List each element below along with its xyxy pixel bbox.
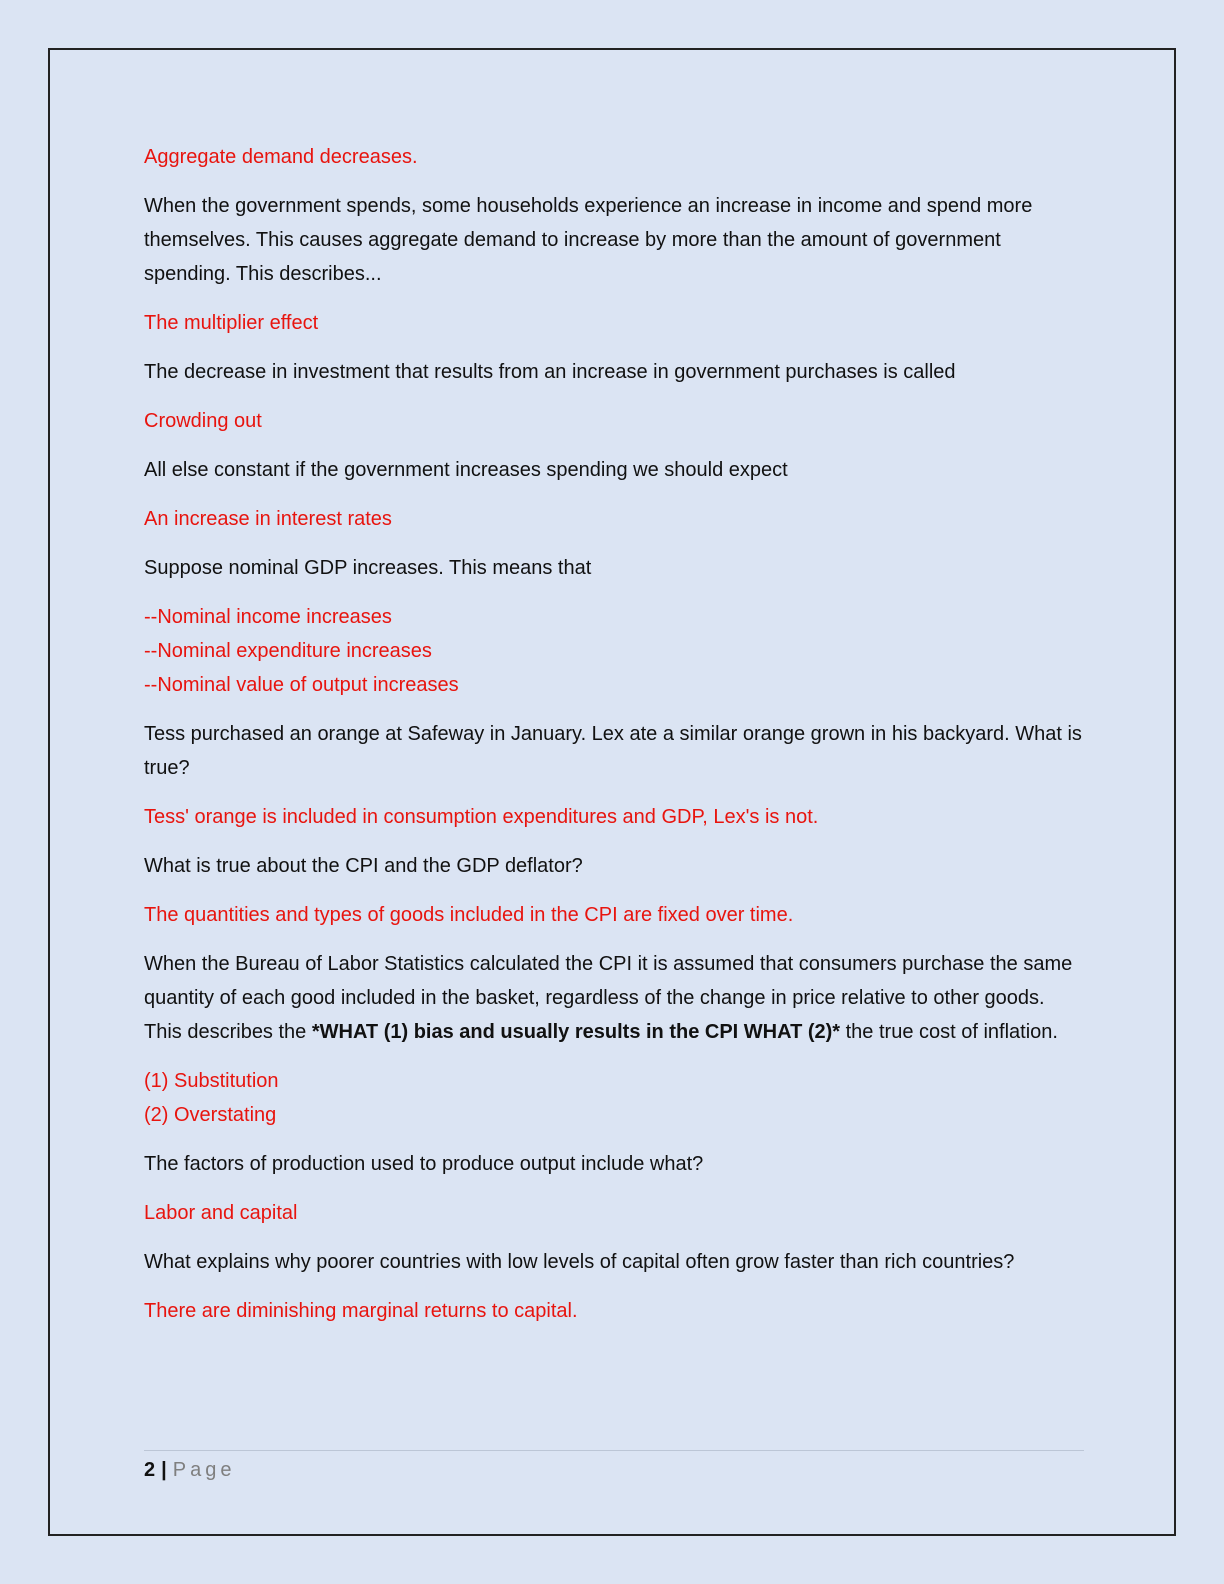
question-text: What is true about the CPI and the GDP deflator? bbox=[144, 855, 583, 877]
question-text: What explains why poorer countries with low levels of capital often grow faster than rich countries? bbox=[144, 1251, 1015, 1273]
page-label: Page bbox=[172, 1459, 236, 1481]
answer-text: The multiplier effect bbox=[144, 312, 319, 334]
question-text-with-bold bbox=[144, 947, 1084, 1049]
answer-text: Tess' orange is included in consumption expenditures and GDP, Lex's is not. bbox=[144, 806, 819, 828]
answer-list-item: (1) Substitution bbox=[144, 1070, 279, 1092]
answer-list-item: (2) Overstating bbox=[144, 1104, 277, 1126]
page-footer bbox=[144, 1455, 235, 1485]
question-text-part: When the Bureau of Labor Statistics calculated the CPI it is assumed that consumers purchase the same quantity of each good included in the basket, regardless of the change in price relative to other goods. This describes the bbox=[144, 953, 1073, 1043]
footer-separator: | bbox=[161, 1459, 167, 1481]
question-bold-part: *WHAT (1) bias and usually results in the CPI WHAT (2)* bbox=[311, 1021, 841, 1043]
answer-list bbox=[144, 1064, 1084, 1132]
question-text: The decrease in investment that results from an increase in government purchases is called bbox=[144, 361, 956, 383]
question-text: When the government spends, some households experience an increase in income and spend more themselves. This causes aggregate demand to increase by more than the amount of government spending. This describes... bbox=[144, 195, 1033, 285]
question-text-part: the true cost of inflation. bbox=[840, 1021, 1058, 1043]
answer-list-item: --Nominal expenditure increases bbox=[144, 640, 432, 662]
answer-list-item: --Nominal value of output increases bbox=[144, 674, 459, 696]
answer-text: Crowding out bbox=[144, 410, 262, 432]
question-text: Tess purchased an orange at Safeway in January. Lex ate a similar orange grown in his backyard. What is true? bbox=[144, 723, 1082, 779]
footer-divider bbox=[144, 1450, 1084, 1451]
question-text: Suppose nominal GDP increases. This means that bbox=[144, 557, 592, 579]
answer-text: There are diminishing marginal returns to capital. bbox=[144, 1300, 578, 1322]
question-text: All else constant if the government increases spending we should expect bbox=[144, 459, 788, 481]
document-body bbox=[144, 140, 1084, 1343]
answer-text: The quantities and types of goods included in the CPI are fixed over time. bbox=[144, 904, 794, 926]
answer-text: Labor and capital bbox=[144, 1202, 298, 1224]
answer-text: Aggregate demand decreases. bbox=[144, 146, 418, 168]
question-text: The factors of production used to produce output include what? bbox=[144, 1153, 704, 1175]
answer-list bbox=[144, 600, 1084, 702]
answer-list-item: --Nominal income increases bbox=[144, 606, 392, 628]
answer-text: An increase in interest rates bbox=[144, 508, 392, 530]
page-number: 2 bbox=[144, 1459, 156, 1481]
